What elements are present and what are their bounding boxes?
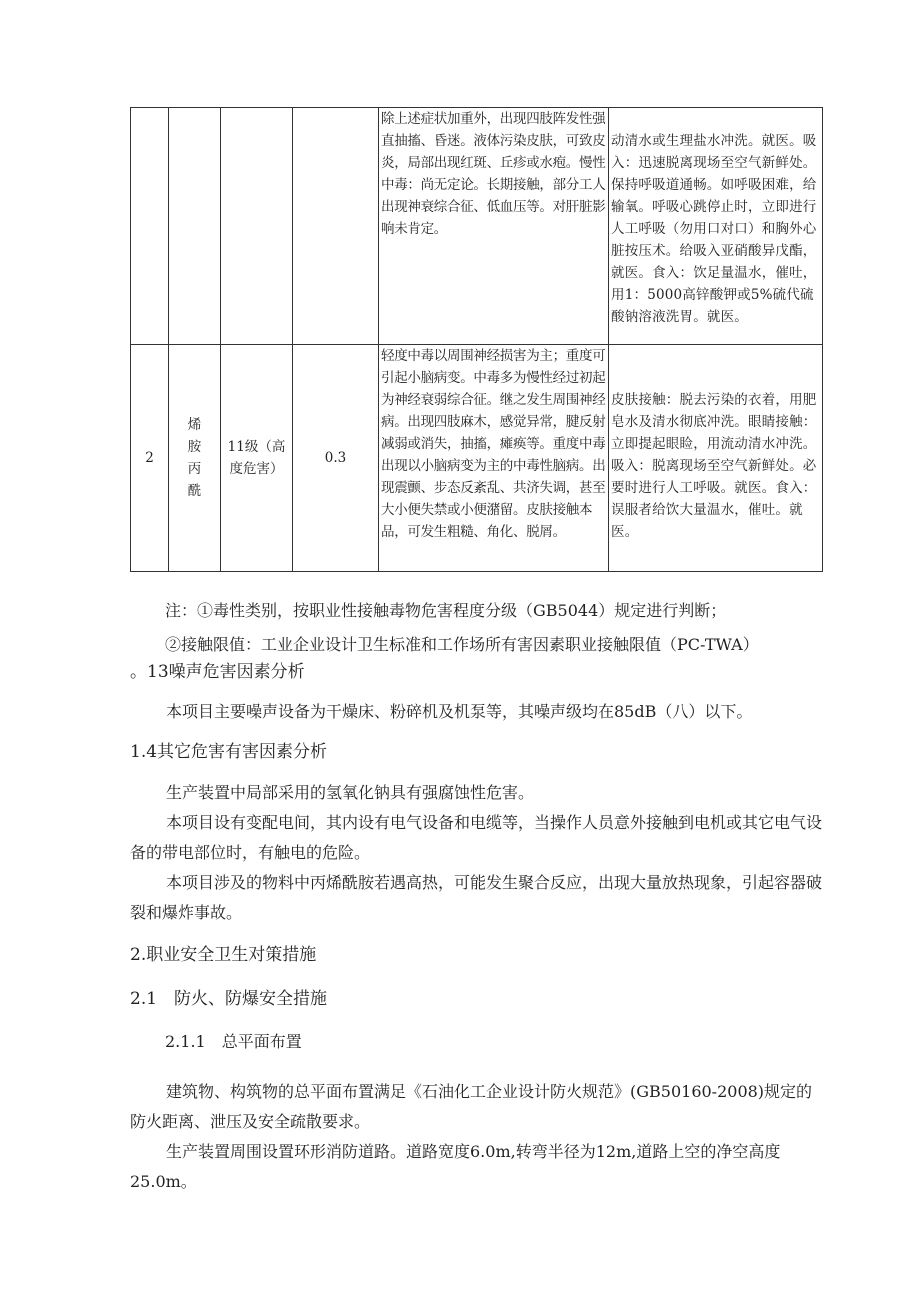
paragraph: [130, 697, 822, 727]
paragraph: [130, 868, 822, 928]
symptom-cell: 除上述症状加重外，出现四肢阵发性强直抽搐、昏迷。液体污染皮肤，可致皮炎，局部出现红斑、丘疹或水疱。慢性中毒：尚无定论。长期接触，部分工人出现神衰综合征、低血压等。对肝脏影响未肯定。: [379, 108, 609, 345]
paragraph: [130, 778, 822, 808]
paragraph-text: 本项目主要噪声设备为干燥床、粉碎机及机泵等，其噪声级均在85dB（八）以下。: [166, 702, 753, 721]
paragraph-text: 建筑物、构筑物的总平面布置满足《石油化工企业设计防火规范》(GB50160-2008)规定的防火距离、泄压及安全疏散要求。: [130, 1082, 813, 1131]
paragraph: [130, 808, 822, 868]
first-aid-cell: [609, 345, 823, 572]
exposure-limit-cell: 0.3: [293, 345, 379, 572]
hazard-level-cell: 11级（高度危害）: [221, 345, 293, 572]
paragraph-text: 本项目设有变配电间，其内设有电气设备和电缆等，当操作人员意外接触到电机或其它电气设备的带电部位时，有触电的危险。: [130, 813, 823, 862]
hazard-level-cell: [221, 108, 293, 345]
table-row: [131, 345, 823, 572]
substance-name-cell: [169, 108, 221, 345]
first-aid-text: 皮肤接触：脱去污染的衣着，用肥皂水及清水彻底冲洗。眼睛接触：立即提起眼睑，用流动清水冲洗。吸入：脱离现场至空气新鲜处。必要时进行人工呼吸。就医。食入：误服者给饮大量温水，催吐。就医。: [611, 392, 817, 540]
paragraph-text: 生产装置中局部采用的氢氧化钠具有强腐蚀性危害。: [166, 783, 535, 802]
first-aid-text: 动清水或生理盐水冲洗。就医。吸入：迅速脱离现场至空气新鲜处。保持呼吸道通畅。如呼吸困难，给输氧。呼吸心跳停止时，立即进行人工呼吸（勿用口对口）和胸外心脏按压术。给吸入亚硝酸异戊酯，就医。食入：饮足量温水，催吐，用1：5000高锌酸钾或5%硫代硫酸钠溶液洗胃。就医。: [611, 133, 817, 325]
table-note-2: ②接触限值：工业企业设计卫生标准和工作场所有害因素职业接触限值（PC-TWA）: [165, 635, 759, 654]
hazard-table: [130, 107, 823, 572]
row-number-cell: 2: [131, 345, 169, 572]
substance-name-cell: [169, 345, 221, 572]
section-heading-2-1: 2.1 防火、防爆安全措施: [130, 989, 328, 1009]
exposure-limit-cell: [293, 108, 379, 345]
table-row: [131, 108, 823, 345]
paragraph-text: 生产装置周围设置环形消防道路。道路宽度6.0m,转弯半径为12m,道路上空的净空高度25.0m。: [130, 1142, 781, 1191]
section-heading-1-4: 1.4其它危害有害因素分析: [130, 742, 328, 762]
first-aid-cell: [609, 108, 823, 345]
paragraph: [130, 1137, 822, 1197]
table-note-1: 注：①毒性类别，按职业性接触毒物危害程度分级（GB5044）规定进行判断；: [165, 601, 727, 620]
paragraph: [130, 1077, 822, 1137]
paragraph-text: 本项目涉及的物料中丙烯酰胺若遇高热，可能发生聚合反应，出现大量放热现象，引起容器破裂和爆炸事故。: [130, 873, 823, 922]
section-heading-1-3: 。13噪声危害因素分析: [130, 662, 305, 682]
symptom-cell: 轻度中毒以周围神经损害为主；重度可引起小脑病变。中毒多为慢性经过初起为神经衰弱综合征。继之发生周围神经病。出现四肢麻木，感觉异常，腱反射减弱或消失，抽搐，瘫痪等。重度中毒出现以小脑病变为主的中毒性脑病。出现震颤、步态反紊乱、共济失调，甚至大小便失禁或小便潴留。皮肤接触本品，可发生粗糙、角化、脱屑。: [379, 345, 609, 572]
section-heading-2: 2.职业安全卫生对策措施: [130, 945, 317, 965]
row-number-cell: [131, 108, 169, 345]
section-heading-2-1-1: 2.1.1 总平面布置: [165, 1032, 302, 1051]
substance-name: 烯胺丙酰: [187, 417, 202, 499]
